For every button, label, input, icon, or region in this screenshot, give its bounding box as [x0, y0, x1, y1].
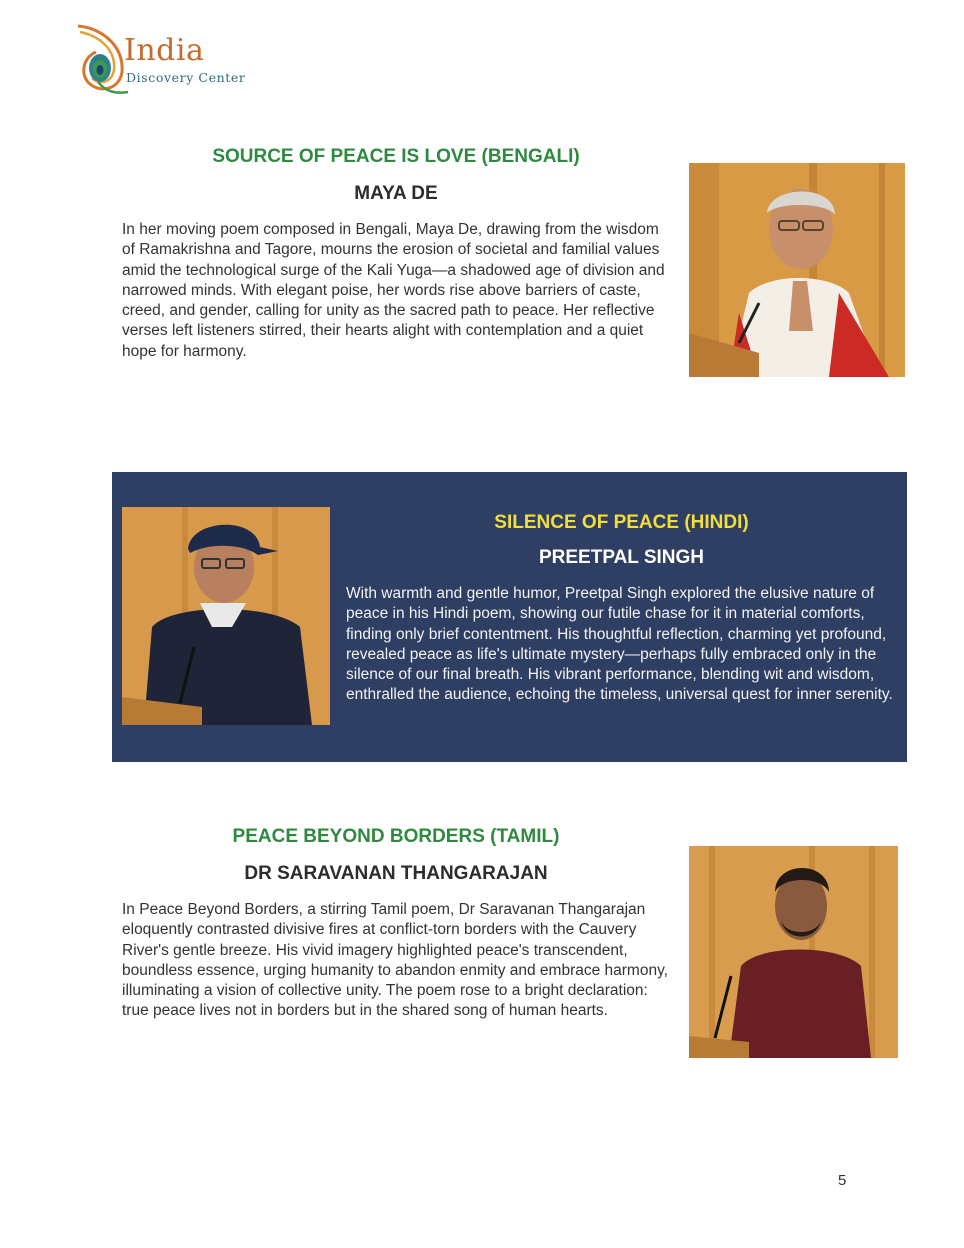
section-hindi — [112, 472, 907, 762]
section-title: SILENCE OF PEACE (HINDI) — [494, 512, 749, 533]
section-body: In her moving poem composed in Bengali, Maya De, drawing from the wisdom of Ramakrishna and Tagore, mourns the erosion of societal and familial values amid the technological surge of the Kali Yuga—a shadowed age of division and narrowed minds. With elegant poise, her words rise above barriers of caste, creed, and gender, calling for unity as the sacred path to peace. Her reflective verses left listeners stirred, their hearts alight with contemplation and a quiet hope for harmony. — [122, 221, 665, 360]
peacock-feather-icon — [72, 22, 132, 94]
section-title: SOURCE OF PEACE IS LOVE (BENGALI) — [212, 146, 580, 167]
poet-name: MAYA DE — [354, 183, 438, 204]
logo — [72, 22, 252, 96]
logo-name: India — [124, 33, 205, 68]
photo-maya-de — [689, 163, 905, 377]
poet-name: PREETPAL SINGH — [538, 547, 705, 568]
section-body: With warmth and gentle humor, Preetpal Singh explored the elusive nature of peace in his Hindi poem, showing our futile chase for it in material comforts, finding only brief contentment. His thoughtful reflection, charming yet profound, revealed peace as life's ultimate mystery—perhaps fully embraced only in the silence of our final breath. His vibrant performance, blending wit and wisdom, enthralled the audience, echoing the timeless, universal quest for inner serenity. — [346, 585, 893, 704]
logo-subtitle: Discovery Center — [126, 70, 246, 85]
photo-saravanan-thangarajan — [689, 846, 898, 1058]
section-title: PEACE BEYOND BORDERS (TAMIL) — [232, 826, 560, 847]
photo-preetpal-singh — [122, 507, 330, 725]
page-number: 5 — [838, 1172, 847, 1189]
poet-name: DR SARAVANAN THANGARAJAN — [244, 863, 548, 884]
section-body: In Peace Beyond Borders, a stirring Tamil poem, Dr Saravanan Thangarajan eloquently contrasted divisive fires at conflict-torn borders with the Cauvery River's gentle breeze. His vivid imagery highlighted peace's transcendent, boundless essence, urging humanity to abandon enmity and embrace harmony, illuminating a vision of collective unity. The poem rose to a bright declaration: true peace lives not in borders but in the shared song of human hearts. — [122, 901, 668, 1020]
